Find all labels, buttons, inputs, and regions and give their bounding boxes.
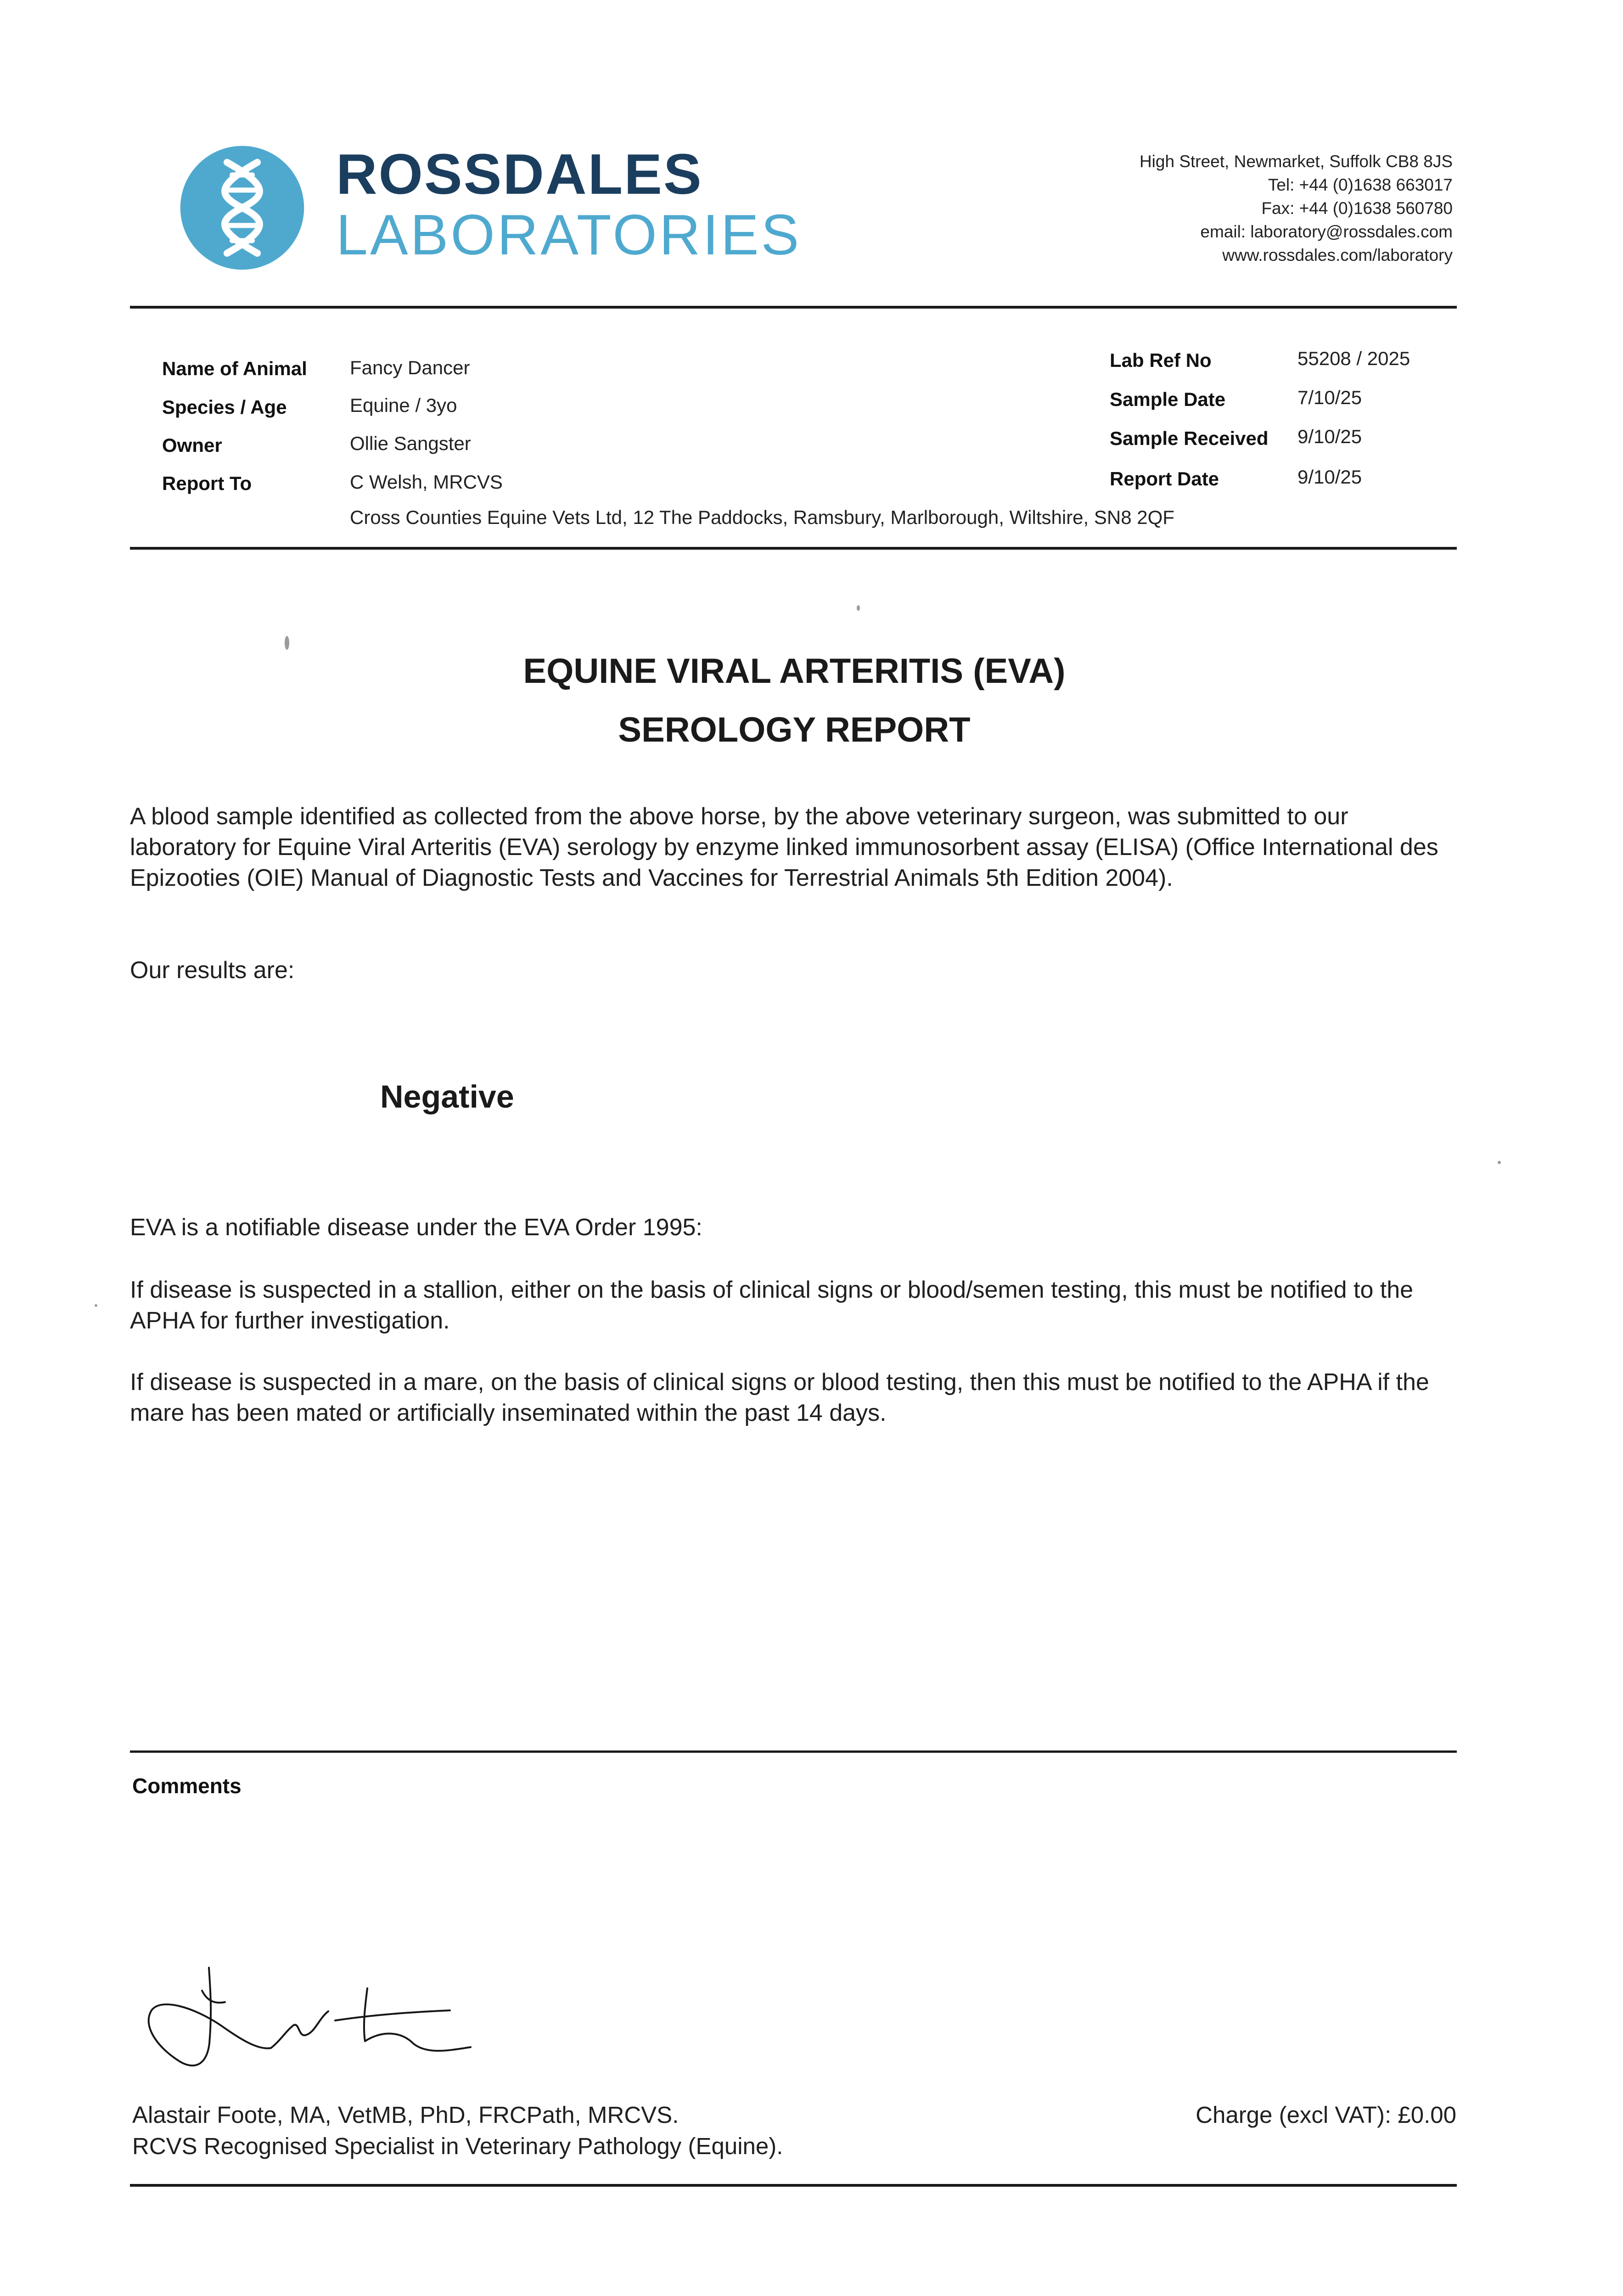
scan-speck <box>1498 1161 1501 1164</box>
report-to-value: C Welsh, MRCVS <box>350 471 503 493</box>
report-to-address: Cross Counties Equine Vets Ltd, 12 The Paddocks, Ramsbury, Marlborough, Wiltshire, SN8 2QF <box>350 506 1174 528</box>
test-result: Negative <box>380 1079 514 1114</box>
signer-name: Alastair Foote, MA, VetMB, PhD, FRCPath, MRCVS. <box>132 2102 679 2128</box>
report-date-label: Report Date <box>1110 468 1219 490</box>
species-age-label: Species / Age <box>162 396 287 418</box>
sample-received-value: 9/10/25 <box>1297 426 1362 447</box>
owner-value: Ollie Sangster <box>350 433 471 454</box>
sample-date-label: Sample Date <box>1110 388 1226 410</box>
contact-block <box>994 150 1453 267</box>
signer-title: RCVS Recognised Specialist in Veterinary Pathology (Equine). <box>132 2133 783 2159</box>
stallion-note: If disease is suspected in a stallion, either on the basis of clinical signs or blood/semen testing, this must be notified to the APHA for further investigation. <box>130 1277 1414 1334</box>
sample-date-value: 7/10/25 <box>1297 387 1362 408</box>
brand-name-line2: LABORATORIES <box>336 203 802 267</box>
comments-label: Comments <box>132 1774 241 1798</box>
owner-label: Owner <box>162 434 222 456</box>
dna-helix-icon <box>179 145 305 271</box>
brand-name-line1: ROSSDALES <box>336 143 703 206</box>
lab-ref-label: Lab Ref No <box>1110 349 1212 371</box>
details-divider <box>130 547 1457 550</box>
footer-divider <box>130 2184 1457 2187</box>
comments-divider <box>130 1750 1457 1753</box>
scan-speck <box>857 605 860 611</box>
mare-note: If disease is suspected in a mare, on the basis of clinical signs or blood testing, then this must be notified to the APHA if the mare has been mated or artificially inseminated within the past 14 days. <box>130 1369 1429 1426</box>
brand-wordmark <box>336 143 802 267</box>
contact-web: www.rossdales.com/laboratory <box>1222 246 1453 264</box>
report-title-line2: SEROLOGY REPORT <box>618 710 971 749</box>
header-divider <box>130 306 1457 309</box>
intro-paragraph: A blood sample identified as collected from the above horse, by the above veterinary surgeon, was submitted to our laboratory for Equine Viral Arteritis (EVA) serology by enzyme linked immunosorbent assay (ELISA) (Office International des Epizooties (OIE) Manual of Diagnostic Tests and Vaccines for Terrestrial Animals 5th Edition 2004). <box>130 803 1438 891</box>
signer-block <box>132 2099 783 2162</box>
signature <box>133 1956 482 2080</box>
species-age-value: Equine / 3yo <box>350 394 457 416</box>
name-of-animal-value: Fancy Dancer <box>350 357 470 378</box>
name-of-animal-label: Name of Animal <box>162 358 307 379</box>
report-to-label: Report To <box>162 473 252 494</box>
sample-received-label: Sample Received <box>1110 428 1269 449</box>
contact-email: email: laboratory@rossdales.com <box>1200 222 1453 241</box>
results-intro: Our results are: <box>130 957 295 984</box>
charge-amount: Charge (excl VAT): £0.00 <box>1196 2102 1456 2128</box>
report-date-value: 9/10/25 <box>1297 466 1362 488</box>
contact-tel: Tel: +44 (0)1638 663017 <box>1268 175 1453 194</box>
scan-speck <box>285 636 289 650</box>
notifiable-statement: EVA is a notifiable disease under the EVA Order 1995: <box>130 1214 702 1241</box>
report-title-line1: EQUINE VIRAL ARTERITIS (EVA) <box>523 652 1066 691</box>
scan-speck <box>95 1304 97 1307</box>
lab-ref-value: 55208 / 2025 <box>1297 348 1410 369</box>
report-title <box>0 642 1589 760</box>
contact-address: High Street, Newmarket, Suffolk CB8 8JS <box>1139 152 1453 171</box>
contact-fax: Fax: +44 (0)1638 560780 <box>1261 199 1453 218</box>
